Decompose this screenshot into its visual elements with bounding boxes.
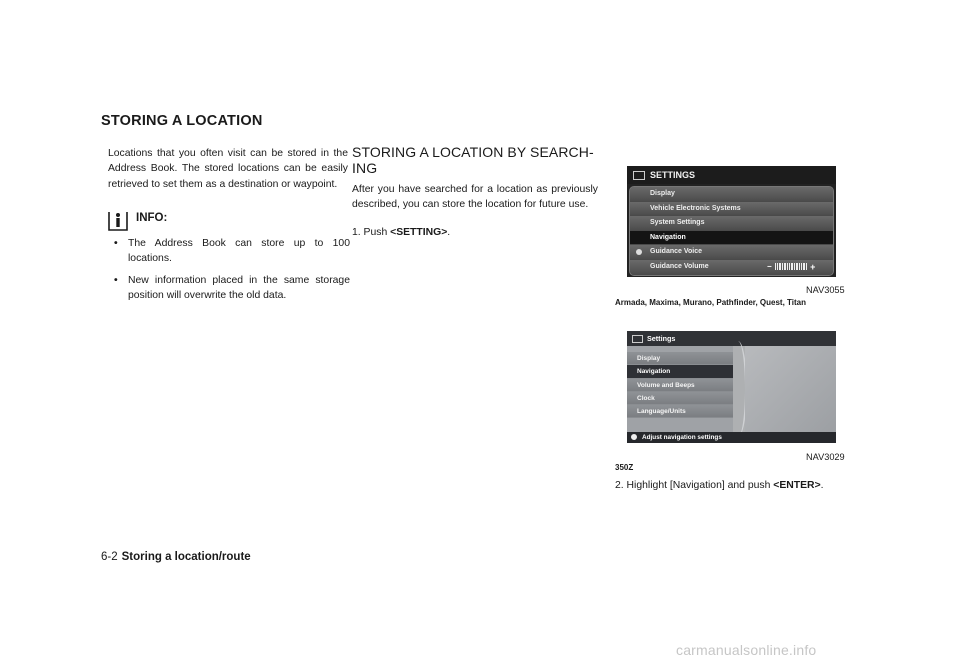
step-2-suffix: . — [820, 480, 824, 491]
step-1 — [352, 227, 450, 238]
info-icon — [108, 207, 128, 231]
page-footer — [101, 551, 251, 563]
info-bullets — [114, 236, 350, 309]
settings-screen-nav3055 — [627, 166, 836, 277]
volume-bar — [767, 263, 827, 271]
screen2-preview-pane — [745, 346, 836, 432]
section-title: STORING A LOCATION — [101, 113, 263, 129]
step-2-text: 2. Highlight [Navigation] and push — [615, 480, 774, 491]
setting-key: <SETTING> — [390, 227, 448, 238]
menu-item-navigation[interactable]: Navigation — [630, 231, 833, 246]
menu-item-label: Guidance Voice — [650, 248, 702, 256]
status-text: Adjust navigation settings — [642, 434, 722, 441]
figure-code-2: NAV3029 — [806, 452, 845, 462]
page-number: 6-2 — [101, 551, 118, 563]
screen2-status-bar — [627, 432, 836, 443]
menu-item-vehicle-electronic-systems[interactable]: Vehicle Electronic Systems — [630, 202, 833, 217]
info-label: INFO: — [136, 212, 168, 224]
screen2-menu — [627, 346, 733, 432]
volume-plus-icon: + — [810, 261, 816, 272]
info-bullet: • The Address Book can store up to 100 locations. — [114, 236, 350, 267]
menu-item-display[interactable]: Display — [630, 187, 833, 202]
figure-models-1: Armada, Maxima, Murano, Pathfinder, Quest, Titan — [615, 298, 807, 307]
settings-screen-nav3029 — [627, 331, 836, 443]
menu-item-navigation[interactable]: Navigation — [627, 365, 733, 378]
subsection-paragraph: After you have searched for a location as previously described, you can store the location for future use. — [352, 184, 598, 211]
indicator-dot-icon — [636, 249, 642, 255]
step-1-suffix: . — [447, 227, 451, 238]
screen2-title: Settings — [647, 334, 676, 343]
figure-code-1: NAV3055 — [806, 285, 845, 295]
menu-item-guidance-volume[interactable] — [630, 260, 833, 275]
screen1-menu — [629, 186, 834, 276]
intro-paragraph: Locations that you often visit can be stored in the Address Book. The stored locations can be easily retrieved to set them as a destination or waypoint. — [108, 148, 348, 190]
settings-icon — [633, 171, 645, 180]
menu-item-system-settings[interactable]: System Settings — [630, 216, 833, 231]
menu-item-guidance-voice[interactable] — [630, 245, 833, 260]
menu-item-label: Guidance Volume — [650, 262, 709, 270]
enter-key: <ENTER> — [773, 480, 821, 491]
settings-icon — [632, 335, 643, 343]
menu-item-display[interactable]: Display — [627, 352, 733, 365]
figure-model-2: 350Z — [615, 463, 634, 472]
menu-item-language-units[interactable]: Language/Units — [627, 405, 733, 418]
screen1-title-bar — [627, 166, 836, 184]
footer-section-title: Storing a location/route — [121, 551, 251, 563]
screen1-title: SETTINGS — [650, 170, 696, 180]
subsection-title: STORING A LOCATION BY SEARCH- ING — [352, 144, 594, 176]
menu-item-clock[interactable]: Clock — [627, 392, 733, 405]
volume-minus-icon: − — [767, 261, 772, 271]
step-1-text: 1. Push — [352, 227, 391, 238]
watermark: carmanualsonline.info — [676, 642, 817, 658]
step-2 — [615, 480, 824, 491]
menu-item-volume-and-beeps[interactable]: Volume and Beeps — [627, 379, 733, 392]
info-bullet: • New information placed in the same storage position will overwrite the old data. — [114, 273, 350, 304]
info-icon — [631, 434, 637, 440]
